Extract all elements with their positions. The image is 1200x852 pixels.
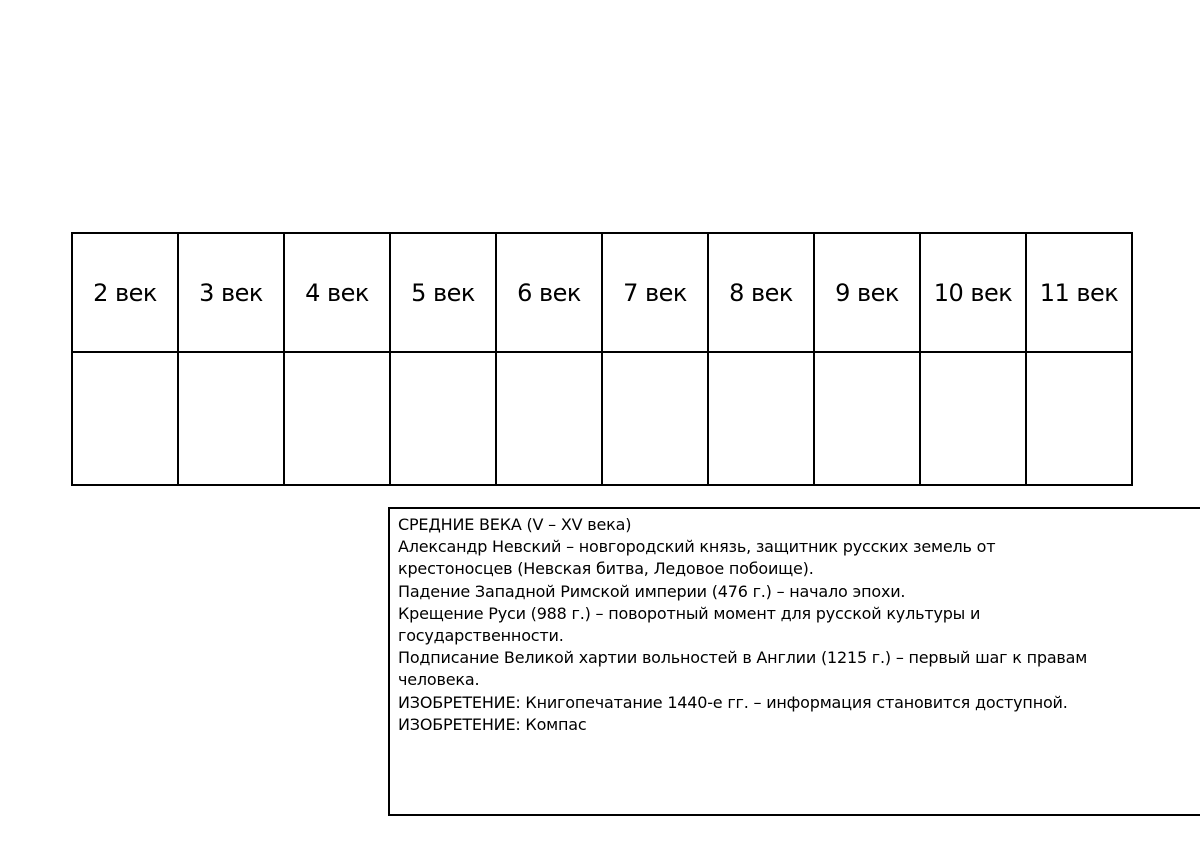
century-cell-5: 5 век [390, 233, 496, 352]
entry-cell-10[interactable] [920, 352, 1026, 485]
entry-cell-8[interactable] [708, 352, 814, 485]
century-header-row [72, 233, 1132, 352]
info-line-nevsky-2: крестоносцев (Невская битва, Ледовое побоище). [398, 559, 814, 579]
info-line-baptism-2: государственности. [398, 626, 564, 646]
entry-cell-3[interactable] [178, 352, 284, 485]
info-line-compass: ИЗОБРЕТЕНИЕ: Компас [398, 714, 587, 734]
entry-cell-5[interactable] [390, 352, 496, 485]
info-line-printing: ИЗОБРЕТЕНИЕ: Книгопечатание 1440-е гг. – информация становится доступной. [398, 692, 1068, 712]
century-cell-10: 10 век [920, 233, 1026, 352]
entry-cell-7[interactable] [602, 352, 708, 485]
info-line-magna-carta-2: человека. [398, 670, 480, 690]
century-cell-9: 9 век [814, 233, 920, 352]
info-line-magna-carta-1: Подписание Великой хартии вольностей в Англии (1215 г.) – первый шаг к правам [398, 648, 1088, 668]
century-cell-4: 4 век [284, 233, 390, 352]
century-cell-11: 11 век [1026, 233, 1132, 352]
entry-cell-2[interactable] [72, 352, 178, 485]
info-line-nevsky-1: Александр Невский – новгородский князь, защитник русских земель от [398, 537, 996, 557]
entry-cell-4[interactable] [284, 352, 390, 485]
century-cell-8: 8 век [708, 233, 814, 352]
info-line-baptism-1: Крещение Руси (988 г.) – поворотный момент для русской культуры и [398, 603, 981, 623]
century-cell-3: 3 век [178, 233, 284, 352]
century-cell-7: 7 век [602, 233, 708, 352]
entry-cell-6[interactable] [496, 352, 602, 485]
info-box-title: СРЕДНИЕ ВЕКА (V – XV века) [398, 515, 632, 534]
middle-ages-info-box [388, 507, 1200, 816]
entry-cell-11[interactable] [1026, 352, 1132, 485]
century-cell-2: 2 век [72, 233, 178, 352]
century-table [71, 232, 1133, 486]
info-line-rome: Падение Западной Римской империи (476 г.) – начало эпохи. [398, 581, 906, 601]
century-cell-6: 6 век [496, 233, 602, 352]
century-entry-row [72, 352, 1132, 485]
entry-cell-9[interactable] [814, 352, 920, 485]
